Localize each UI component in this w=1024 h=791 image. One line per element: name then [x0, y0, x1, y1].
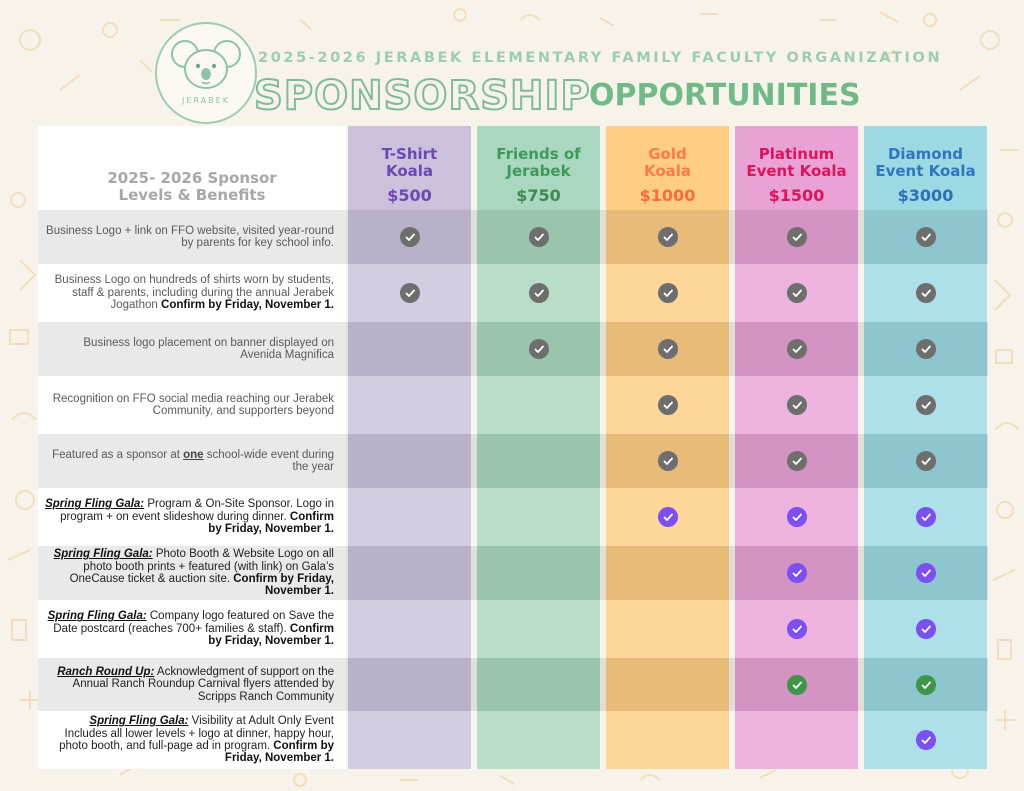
- tier-price: $750: [516, 186, 561, 205]
- page-header: [0, 0, 1024, 125]
- benefit-text: Business logo placement on banner displayed on Avenida Magnifica: [83, 336, 334, 361]
- benefit-text: Acknowledgment of support on the Annual Ranch Roundup Carnival flyers attended by Scripps Ranch Community: [72, 665, 334, 703]
- koala-logo: [155, 22, 257, 124]
- benefit-description: [44, 488, 334, 546]
- check-icon-purple: [916, 563, 936, 583]
- tier-price: $1000: [639, 186, 696, 205]
- check-icon-gray: [787, 395, 807, 415]
- check-icon-gray: [658, 339, 678, 359]
- check-icon-purple: [916, 619, 936, 639]
- benefit-text: Business Logo + link on FFO website, visited year-round by parents for key school info.: [46, 224, 334, 249]
- check-icon-green: [787, 675, 807, 695]
- tier-price: $500: [387, 186, 432, 205]
- tier-header: [606, 126, 729, 210]
- check-icon-gray: [400, 283, 420, 303]
- event-label: Spring Fling Gala:: [53, 548, 153, 561]
- check-icon-gray: [658, 227, 678, 247]
- event-label: Spring Fling Gala:: [45, 498, 145, 511]
- title-sponsorship: SPONSORSHIP: [254, 73, 591, 119]
- tier-name: Friends of Jerabek: [496, 145, 581, 180]
- benefit-text: Visibility at Adult Only Event Includes all lower levels + logo at dinner, happy hour, photo booth, and full-page ad in program.: [59, 715, 334, 752]
- check-icon-purple: [787, 563, 807, 583]
- benefit-text: Company logo featured on Save the Date postcard (reaches 700+ families & staff).: [53, 610, 334, 635]
- confirm-deadline: Confirm by Friday, November 1.: [161, 299, 334, 312]
- benefit-description: [44, 376, 334, 434]
- check-icon-gray: [916, 283, 936, 303]
- check-icon-gray: [787, 283, 807, 303]
- confirm-deadline: Confirm by Friday, November 1.: [233, 573, 334, 598]
- benefit-text: Recognition on FFO social media reaching our Jerabek Community, and supporters beyond: [52, 392, 334, 417]
- title-opportunities: OPPORTUNITIES: [589, 78, 861, 113]
- tier-name: Diamond Event Koala: [875, 145, 976, 180]
- check-icon-gray: [787, 339, 807, 359]
- benefit-text: Photo Booth & Website Logo on all photo booth prints + featured (with link) on Gala’s OneCause ticket & auction site.: [69, 548, 334, 585]
- benefit-description: [44, 322, 334, 376]
- benefit-description: [44, 210, 334, 264]
- benefit-text: Business Logo on hundreds of shirts worn by students, staff & parents, including during the annual Jerabek Jogathon: [54, 274, 334, 312]
- benefit-description: [44, 600, 334, 658]
- check-icon-gray: [916, 451, 936, 471]
- organization-subtitle: 2025-2026 JERABEK ELEMENTARY FAMILY FACULTY ORGANIZATION: [258, 50, 943, 66]
- confirm-deadline: Confirm by Friday, November 1.: [208, 622, 334, 648]
- benefit-text: Featured as a sponsor at: [52, 448, 180, 461]
- logo-text: JERABEK: [182, 96, 230, 105]
- benefit-description: [44, 711, 334, 769]
- tier-name: Platinum Event Koala: [746, 145, 847, 180]
- benefit-description: [44, 546, 334, 600]
- confirm-deadline: Confirm by Friday, November 1.: [208, 510, 334, 536]
- benefit-description: [44, 434, 334, 488]
- tier-header: [864, 126, 987, 210]
- tier-header: [477, 126, 600, 210]
- tier-price: $1500: [768, 186, 825, 205]
- check-icon-gray: [400, 227, 420, 247]
- check-icon-gray: [658, 283, 678, 303]
- event-label: Ranch Round Up:: [57, 665, 155, 678]
- check-icon-gray: [787, 227, 807, 247]
- check-icon-gray: [529, 339, 549, 359]
- check-icon-purple: [658, 507, 678, 527]
- tier-name: Gold Koala: [643, 145, 692, 180]
- sponsorship-table: [38, 126, 988, 769]
- check-icon-purple: [916, 730, 936, 750]
- check-icon-gray: [787, 451, 807, 471]
- check-icon-gray: [658, 451, 678, 471]
- benefit-description: [44, 264, 334, 322]
- tier-price: $3000: [897, 186, 954, 205]
- tier-name: T-Shirt Koala: [381, 145, 438, 180]
- check-icon-green: [916, 675, 936, 695]
- levels-benefits-title: 2025- 2026 Sponsor Levels & Benefits: [107, 169, 277, 204]
- koala-icon: [157, 24, 255, 122]
- check-icon-purple: [787, 507, 807, 527]
- check-icon-gray: [916, 339, 936, 359]
- benefit-text-continued: school-wide event during the year: [206, 448, 334, 473]
- check-icon-purple: [787, 619, 807, 639]
- check-icon-purple: [916, 507, 936, 527]
- check-icon-gray: [916, 227, 936, 247]
- tier-header: [348, 126, 471, 210]
- benefit-description: [44, 658, 334, 711]
- check-icon-gray: [529, 227, 549, 247]
- event-label: Spring Fling Gala:: [89, 715, 189, 728]
- check-icon-gray: [529, 283, 549, 303]
- check-icon-gray: [916, 395, 936, 415]
- event-label: Spring Fling Gala:: [47, 610, 147, 623]
- tier-header: [735, 126, 858, 210]
- benefit-emphasis: one: [183, 448, 204, 461]
- benefit-text: Program & On-Site Sponsor. Logo in program + on event slideshow during dinner.: [60, 498, 334, 523]
- confirm-deadline: Confirm by Friday, November 1.: [224, 740, 334, 765]
- check-icon-gray: [658, 395, 678, 415]
